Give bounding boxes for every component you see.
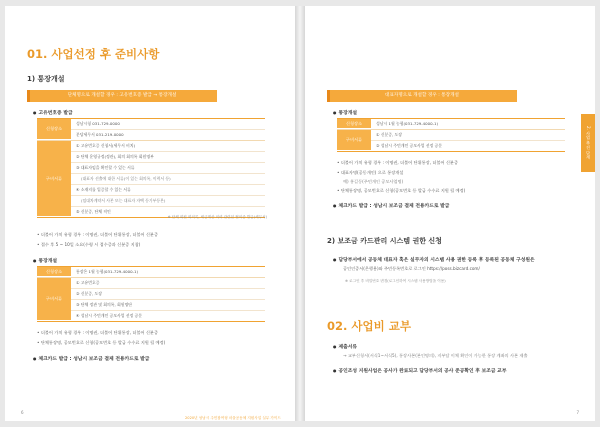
info-table (37, 266, 265, 322)
chapter-tab: 2. 사업 추진 단계 (581, 114, 595, 172)
info-table (337, 118, 565, 152)
list-item: • 더불어 가치 유형 경우 : 이명권, 더불어 단위통장, 더불어 신분증 (337, 160, 458, 166)
list-item: • 접수 후 5 ~ 10일 소요(수령 시 접수증과 신분증 지참) (37, 242, 140, 248)
subsection-title: 1) 통장개설 (27, 75, 65, 83)
table-row (337, 130, 565, 151)
row-line: (임대차계약서 사본 또는 대표자 자택 등기부등본) (71, 196, 265, 207)
table-row (37, 141, 265, 217)
row-line: ③ 대표자임을 확인할 수 있는 서류 (71, 163, 265, 174)
section-title: 01. 사업선정 후 준비사항 (27, 47, 160, 61)
bullet-heading: ● 담당부서에서 공동체 대표자 혹은 실무자의 시스템 사용 권한 등록 후 등록된 공동체 구성원은 (333, 256, 535, 263)
row-line: ② 단체 운영규정(정관), 회의 회의록 회원명부 (71, 152, 265, 163)
table-row (37, 119, 265, 141)
row-line: 성남시청 031-729-0000 (71, 119, 265, 130)
list-item: • 대표자명(공동개인) 으로 통장개설 (337, 170, 403, 176)
table-row (37, 278, 265, 321)
info-table (37, 118, 265, 218)
bullet-heading: ● 체크카드 발급 : 성남시 보조금 결제 전용카드로 발급 (333, 202, 449, 209)
list-item-sub: 예) 홍길동(주민개인 공모사업명) (343, 179, 404, 184)
section-title: 02. 사업비 교부 (327, 319, 411, 333)
row-line: 분당세무서 031-219-0000 (76, 132, 124, 137)
list-item: • 더불어 가치 유형 경우 : 이명권, 더불어 단위통장, 더불어 신분증 (37, 232, 158, 238)
bullet-heading: ● 공인조성 지원사업은 공사가 완료되고 담당부서의 공사 준공확인 후 보조금 교부 (333, 367, 506, 374)
row-label: 신청장소 (37, 267, 71, 277)
bullet-heading: ● 통장개설 (333, 109, 357, 116)
row-line: ① 신분증, 도장 (371, 130, 565, 141)
list-item: • 단체통장명, 공모번호로 신청(공모번호 등 발급 수수료 지원 될 예정) (37, 340, 165, 346)
left-page (5, 6, 295, 421)
footnote: ※ 단체 회원 회의록, 세금계산 의뢰 관련된 협의증 발급(세무서) (167, 215, 267, 219)
running-footer: 2020년 성남시 주민참여형 마을공동체 지원사업 실무 가이드 (185, 416, 281, 420)
row-line: (대표자 선출에 대한 서류(이 있는 회의록, 이력서 등) (71, 174, 265, 185)
bullet-heading: ● 통장개설 (33, 257, 57, 264)
list-item-sub: → 교부신청서(서식1~서식5), 통장사본(본인명의), 지부담 이체 확인이 가능한 통장 계좌의 사본 제출 (343, 353, 528, 358)
row-label: 신청장소 (37, 119, 71, 140)
row-line: ④ 소재지를 입증할 수 있는 서류 (71, 185, 265, 196)
row-label: 구비서류 (37, 278, 71, 321)
row-line: ② 성남시 주민개인 공모사업 선정 공문 (376, 143, 443, 148)
row-line: ③ 단체 정관 및 회의록, 회원명단 (71, 300, 265, 311)
list-item: • 단체통장명, 공모번호로 신청(공모번호 등 발급 수수료 지원 될 예정) (337, 188, 465, 194)
bullet-heading: ● 체크카드 발급 : 성남시 보조금 결제 전용카드로 발급 (33, 355, 149, 362)
row-line: ④ 성남시 주민개인 공모사업 선정 공문 (76, 313, 143, 318)
row-line: ② 신분증, 도장 (71, 289, 265, 300)
page-number: 6 (21, 410, 24, 415)
row-line: ① 고유번호증 (71, 278, 265, 289)
banner: 단체명으로 개설할 경우 : 고유번호증 발급 → 통장개설 (27, 90, 217, 102)
row-line: ⑤ 신분증, 단체 직인 (76, 209, 111, 214)
bullet-heading: ● 제출서류 (333, 343, 357, 350)
url-text: 공인인증서(은행용)와 주민등록번호로 로그인 https://poss.bizcard.com/ (343, 266, 480, 271)
right-page (305, 6, 595, 421)
list-item: • 더불어 가치 유형 경우 : 이명권, 더불어 단위통장, 더불어 신분증 (37, 330, 158, 336)
footnote: ※ 로그인 후 비밀번호 변경(로그인하여 시스템 사용방법을 이용) (345, 279, 446, 283)
table-row (37, 267, 265, 278)
row-label: 신청장소 (337, 119, 371, 129)
row-line: ① 고유번호증 신청서(세무서 비치) (71, 141, 265, 152)
book-spine (295, 6, 305, 421)
bullet-heading: ● 고유번호증 발급 (33, 109, 73, 116)
banner: 대표자명으로 개설할 경우 : 통장개설 (327, 90, 517, 102)
row-label: 구비서류 (337, 130, 371, 151)
table-row (337, 119, 565, 130)
row-line: 성남시 1월 농협(031-729-4000-1) (376, 121, 438, 126)
row-label: 구비서류 (37, 141, 71, 217)
subsection-title: 2) 보조금 카드관리 시스템 권한 신청 (327, 237, 442, 245)
page-number: 7 (576, 410, 579, 415)
row-line: 통장은 1월 농협(031-729-4000-1) (76, 269, 138, 274)
